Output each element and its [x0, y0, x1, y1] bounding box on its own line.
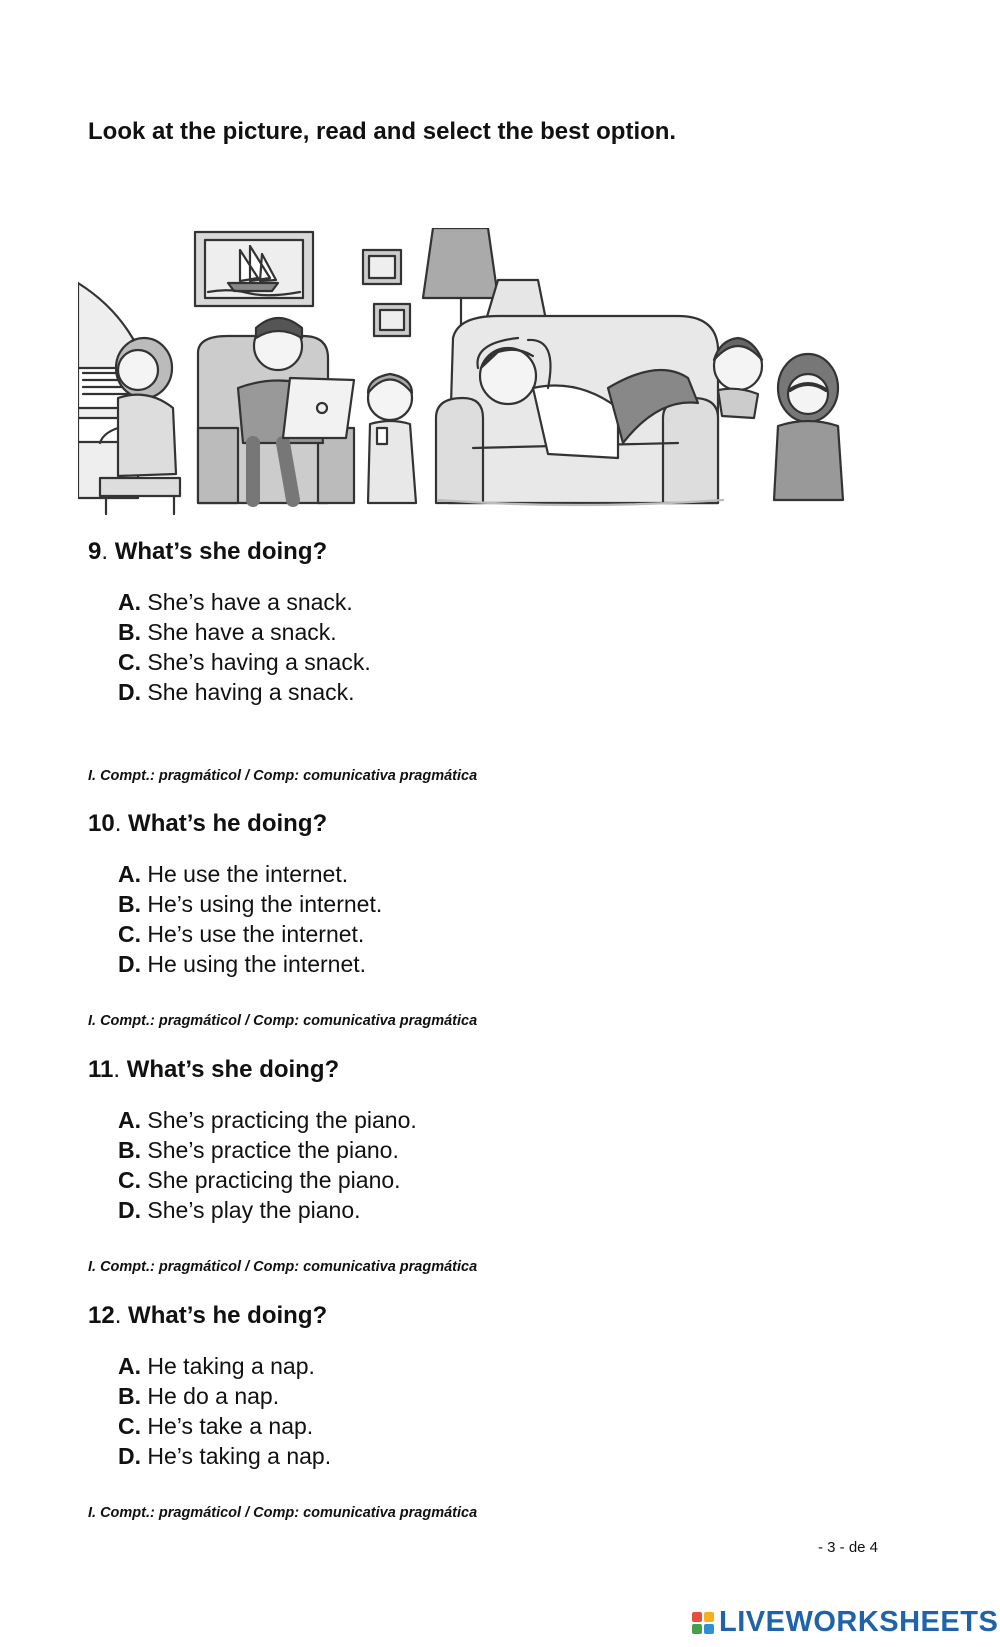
- competence-note: I. Compt.: pragmáticol / Comp: comunicativa pragmática: [88, 1013, 478, 1029]
- question-text: What’s he doing?: [128, 1302, 328, 1329]
- logo-square-green: [692, 1624, 702, 1634]
- girl-with-snack-icon: [368, 374, 416, 503]
- question-12: 12. What’s he doing?: [88, 1302, 328, 1329]
- boy-peeking-icon: [714, 338, 762, 418]
- option-c[interactable]: C. He’s take a nap.: [118, 1413, 314, 1439]
- option-d[interactable]: D. He using the internet.: [118, 951, 367, 977]
- option-d[interactable]: D. He’s taking a nap.: [118, 1443, 332, 1469]
- question-9: 9. What’s she doing?: [88, 538, 328, 565]
- options-12: [118, 1351, 331, 1471]
- question-number: 10: [88, 810, 115, 837]
- question-number: 12: [88, 1302, 115, 1329]
- question-text: What’s she doing?: [126, 1056, 340, 1083]
- option-a[interactable]: A. She’s have a snack.: [118, 589, 353, 615]
- logo-square-red: [692, 1612, 702, 1622]
- competence-note: I. Compt.: pragmáticol / Comp: comunicativa pragmática: [88, 768, 478, 784]
- girl-covering-eyes-icon: [774, 354, 843, 500]
- question-number: 9: [88, 538, 102, 565]
- liveworksheets-logo[interactable]: [692, 1606, 998, 1639]
- option-b[interactable]: B. He’s using the internet.: [118, 891, 383, 917]
- option-d[interactable]: D. She’s play the piano.: [118, 1197, 361, 1223]
- living-room-illustration: [78, 228, 890, 532]
- question-number: 11: [88, 1056, 114, 1083]
- logo-mark-icon: [692, 1612, 714, 1634]
- competence-note: I. Compt.: pragmáticol / Comp: comunicativa pragmática: [88, 1505, 478, 1521]
- option-c[interactable]: C. He’s use the internet.: [118, 921, 365, 947]
- option-c[interactable]: C. She practicing the piano.: [118, 1167, 401, 1193]
- instruction-heading: Look at the picture, read and select the best option.: [88, 118, 677, 145]
- option-b[interactable]: B. She have a snack.: [118, 619, 337, 645]
- option-b[interactable]: B. She’s practice the piano.: [118, 1137, 399, 1163]
- page-number: - 3 - de 4: [818, 1539, 879, 1556]
- question-text: What’s she doing?: [114, 538, 328, 565]
- option-c[interactable]: C. She’s having a snack.: [118, 649, 371, 675]
- options-11: [118, 1105, 417, 1225]
- logo-square-blue: [704, 1624, 714, 1634]
- small-frame-icon: [363, 250, 410, 336]
- option-a[interactable]: A. He use the internet.: [118, 861, 349, 887]
- logo-square-yellow: [704, 1612, 714, 1622]
- option-d[interactable]: D. She having a snack.: [118, 679, 355, 705]
- competence-note: I. Compt.: pragmáticol / Comp: comunicativa pragmática: [88, 1259, 478, 1275]
- question-11: 11. What’s she doing?: [88, 1056, 340, 1083]
- options-9: [118, 587, 371, 707]
- options-10: [118, 859, 382, 979]
- option-a[interactable]: A. He taking a nap.: [118, 1353, 315, 1379]
- question-10: 10. What’s he doing?: [88, 810, 328, 837]
- ship-painting-icon: [195, 232, 313, 306]
- question-text: What’s he doing?: [128, 810, 328, 837]
- option-a[interactable]: A. She’s practicing the piano.: [118, 1107, 417, 1133]
- option-b[interactable]: B. He do a nap.: [118, 1383, 280, 1409]
- logo-text: LIVEWORKSHEETS: [719, 1606, 999, 1638]
